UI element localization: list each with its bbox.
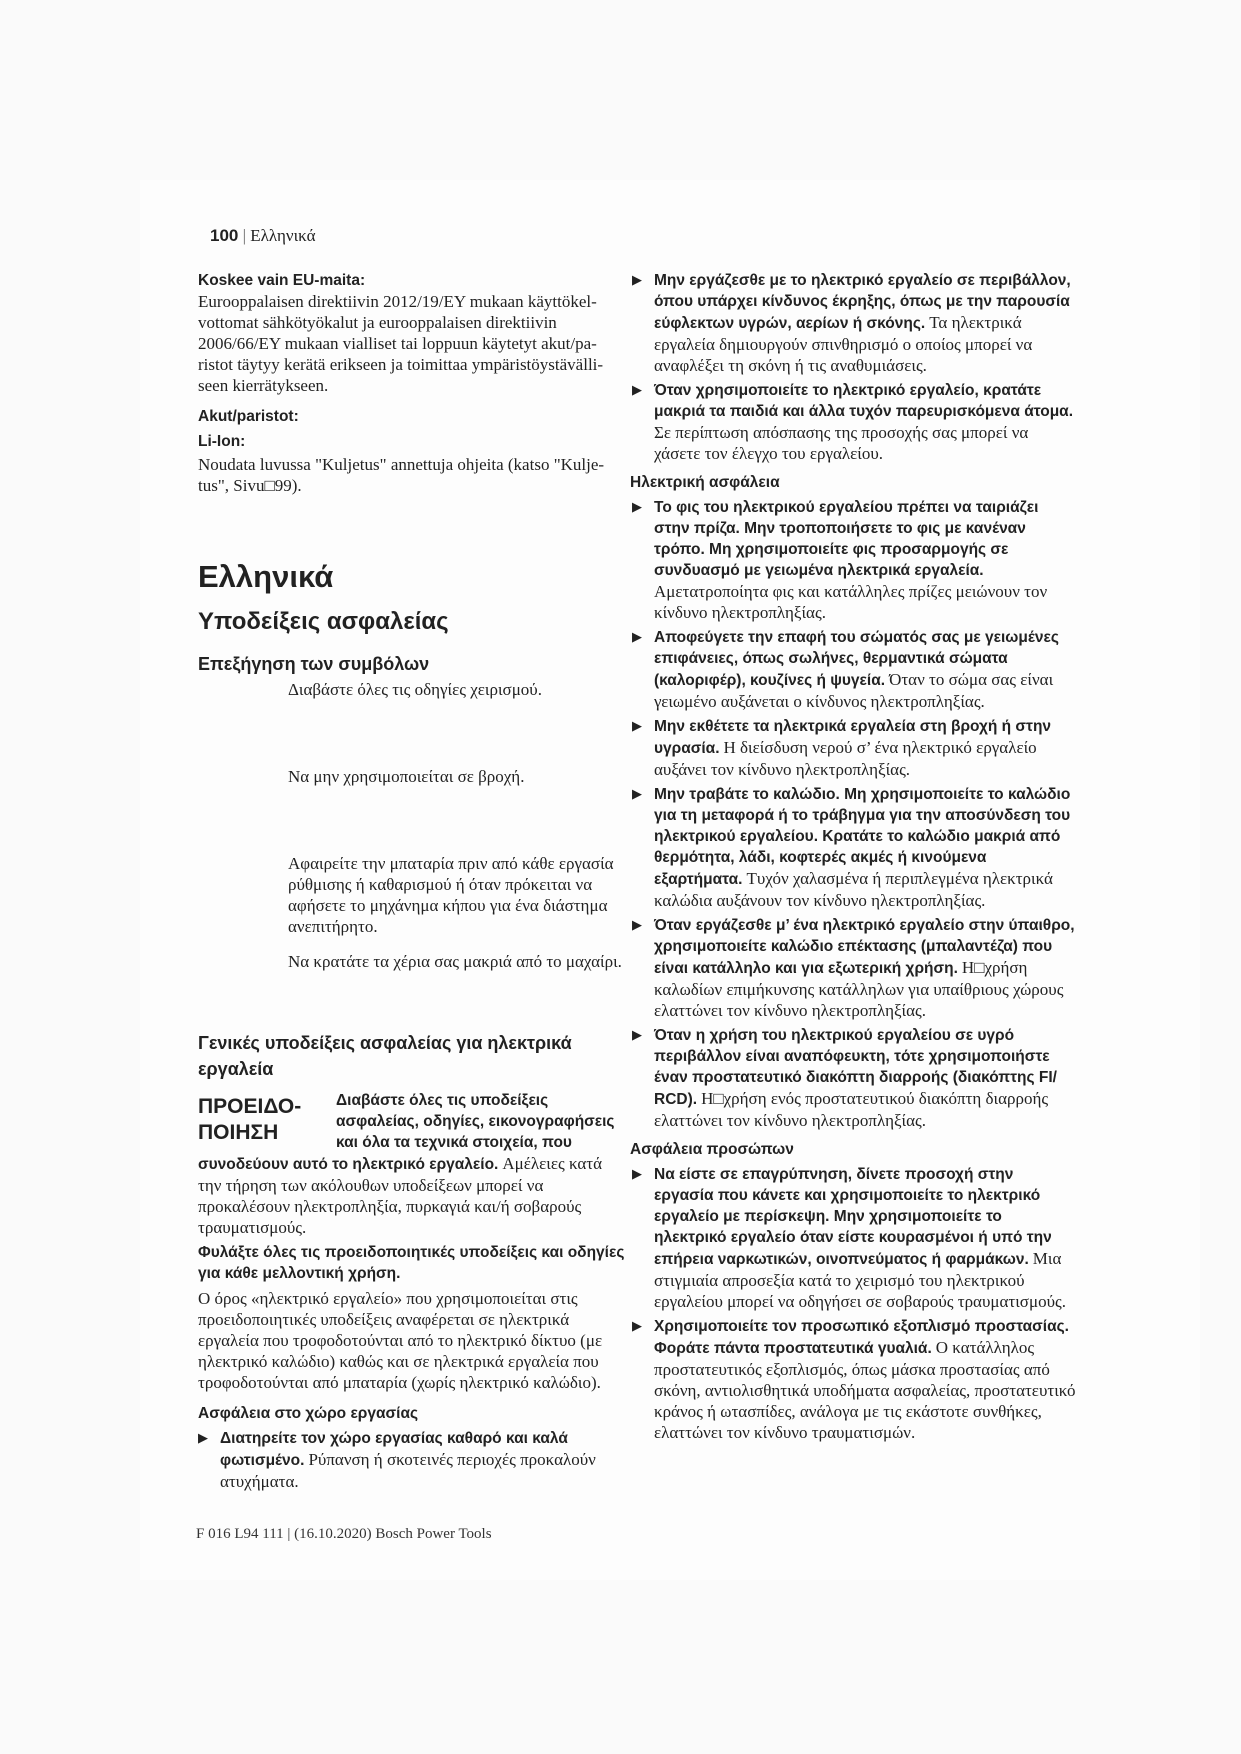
eu-heading: Koskee vain EU-maita: bbox=[198, 272, 366, 289]
electrical-title: Ηλεκτρική ασφάλεια bbox=[630, 474, 780, 491]
bullet-arrow-icon: ▶ bbox=[632, 718, 642, 733]
item-text: Αμετατροποίητα φις και κατάλληλες πρίζες μειώνουν τον κίνδυνο ηλεκτροπληξίας. bbox=[654, 582, 1048, 622]
item-text: Όταν το σώμα σας είναι γειωμένο αυξάνεται ο κίνδυνος ηλεκτροπληξίας. bbox=[654, 670, 1054, 711]
list-item bbox=[632, 784, 1077, 911]
list-item bbox=[632, 1164, 1077, 1312]
eu-text: Eurooppalaisen direktiivin 2012/19/EY mukaan käyttökel-vottomat sähkötyökalut ja eurooppalaisen direktiivin 2006/66/EY mukaan vialliset tai loppuun käytetyt akut/pa-ristot täytyy kerätä erikseen ja toimittaa ympäristöystävälli-seen kierrätykseen. bbox=[198, 292, 604, 395]
workplace-title: Ασφάλεια στο χώρο εργασίας bbox=[198, 1405, 419, 1422]
list-item bbox=[198, 1428, 628, 1492]
item-bold: Το φις του ηλεκτρικού εργαλείου πρέπει να ταιριάζει στην πρίζα. Μην τροποποιήσετε το φις με κανέναν τρόπο. Μη χρησιμοποιείτε φις προσαρμογής σε συνδυασμό με γειωμένα ηλεκτρικά εργαλεία. bbox=[654, 499, 1039, 579]
keep-instructions: Φυλάξτε όλες τις προειδοποιητικές υποδείξεις και οδηγίες για κάθε μελλοντική χρήση. bbox=[198, 1244, 625, 1282]
item-text: Η διείσδυση νερού σ’ ένα ηλεκτρικό εργαλείο αυξάνει τον κίνδυνο ηλεκτροπληξίας. bbox=[654, 738, 1037, 779]
bullet-arrow-icon: ▶ bbox=[198, 1430, 208, 1445]
list-item bbox=[632, 380, 1077, 464]
item-text: Τα ηλεκτρικά εργαλεία δημιουργούν σπινθηρισμό ο οποίος μπορεί να αναφλέξει τη σκόνη ή τις αναθυμιάσεις. bbox=[654, 313, 1033, 375]
personal-safety-title: Ασφάλεια προσώπων bbox=[630, 1141, 794, 1158]
item-bold: Να είστε σε επαγρύπνηση, δίνετε προσοχή στην εργασία που κάνετε και χρησιμοποιείτε το ηλεκτρικό εργαλείο με περίσκεψη. Μην χρησιμοποιείτε το ηλεκτρικό εργαλείο όταν είστε κουρασμένοι ή υπό την επήρεια ναρκωτικών, οινοπνεύματος ή φαρμάκων. bbox=[654, 1166, 1052, 1268]
bullet-arrow-icon: ▶ bbox=[632, 917, 642, 932]
bullet-arrow-icon: ▶ bbox=[632, 272, 642, 287]
bullet-arrow-icon: ▶ bbox=[632, 499, 642, 514]
item-bold: Χρησιμοποιείτε τον προσωπικό εξοπλισμό προστασίας. Φοράτε πάντα προστατευτικά γυαλιά. bbox=[654, 1318, 1069, 1357]
bullet-arrow-icon: ▶ bbox=[632, 786, 642, 801]
item-bold: Μην εκθέτετε τα ηλεκτρικά εργαλεία στη βροχή ή στην υγρασία. bbox=[654, 718, 1052, 757]
left-column bbox=[198, 270, 628, 1492]
symbol-text: Να κρατάτε τα χέρια σας μακριά από το μαχαίρι. bbox=[288, 952, 622, 971]
symbol-text: Να μην χρησιμοποιείται σε βροχή. bbox=[288, 767, 525, 786]
item-text: Η□χρήση ενός προστατευτικού διακόπτη διαρροής ελαττώνει τον κίνδυνο ηλεκτροπληξίας. bbox=[654, 1089, 1049, 1130]
general-safety-title: Γενικές υποδείξεις ασφαλείας για ηλεκτρικά εργαλεία bbox=[198, 1033, 572, 1079]
right-column bbox=[632, 270, 1077, 1443]
header-language: Ελληνικά bbox=[250, 226, 316, 245]
item-text: Ρύπανση ή σκοτεινές περιοχές προκαλούν ατυχήματα. bbox=[220, 1450, 596, 1491]
section-title: Ελληνικά bbox=[198, 559, 334, 594]
symbol-text: Διαβάστε όλες τις οδηγίες χειρισμού. bbox=[288, 680, 542, 699]
akut-heading: Akut/paristot: bbox=[198, 408, 299, 425]
item-bold: Μην τραβάτε το καλώδιο. Μη χρησιμοποιείτε το καλώδιο για τη μεταφορά ή το τράβηγμα για την αποσύνδεση του ηλεκτρικού εργαλείου. Κρατάτε το καλώδιο μακριά από θερμότητα, λάδι, κοφτερές ακμές ή κινούμενα εξαρτήματα. bbox=[654, 786, 1071, 888]
item-bold: Αποφεύγετε την επαφή του σώματός σας με γειωμένες επιφάνειες, όπως σωλήνες, θερμαντικά σώματα (καλοριφέρ), κουζίνες ή ψυγεία. bbox=[654, 629, 1059, 689]
bullet-arrow-icon: ▶ bbox=[632, 1318, 642, 1333]
warning-bold-text: Διαβάστε όλες τις υποδείξεις ασφαλείας, οδηγίες, εικονογραφήσεις και όλα τα τεχνικά στοιχεία, που συνοδεύουν αυτό το ηλεκτρικό εργαλείο. bbox=[198, 1092, 615, 1173]
item-bold: Όταν η χρήση του ηλεκτρικού εργαλείου σε υγρό περιβάλλον είναι αναπόφευκτη, τότε χρησιμοποιήστε έναν προστατευτικό διακόπτη διαρροής (διακόπτης FI/ RCD). bbox=[654, 1027, 1057, 1108]
item-text: Μια στιγμιαία απροσεξία κατά το χειρισμό του ηλεκτρικού εργαλείου μπορεί να οδηγήσει σε σοβαρούς τραυματισμούς. bbox=[654, 1249, 1066, 1311]
safety-title: Υποδείξεις ασφαλείας bbox=[198, 608, 449, 635]
warning-label: ΠΡΟΕΙΔΟ-ΠΟΙΗΣΗ bbox=[198, 1095, 302, 1144]
liion-text: Noudata luvussa "Kuljetus" annettuja ohjeita (katso "Kulje-tus", Sivu□99). bbox=[198, 455, 605, 495]
item-text: Ο κατάλληλος προστατευτικός εξοπλισμός, όπως μάσκα προστασίας από σκόνη, αντιολισθητικά υποδήματα ασφαλείας, προστατευτικό κράνος ή ωτασπίδες, ανάλογα με τις εκάστοτε συνθήκες, ελαττώνει τον κίνδυνο τραυματισμών. bbox=[654, 1338, 1076, 1442]
page-footer: F 016 L94 111 | (16.10.2020) Bosch Power Tools bbox=[196, 1526, 492, 1542]
item-text: Τυχόν χαλασμένα ή περιπλεγμένα ηλεκτρικά καλώδια αυξάνουν τον κίνδυνο ηλεκτροπληξίας. bbox=[654, 869, 1053, 910]
list-item bbox=[632, 1316, 1077, 1443]
term-definition: Ο όρος «ηλεκτρικό εργαλείο» που χρησιμοποιείται στις προειδοποιητικές υποδείξεις αναφέρεται σε ηλεκτρικά εργαλεία που τροφοδοτούνται από το ηλεκτρικό δίκτυο (με ηλεκτρικό καλώδιο) καθώς και σε ηλεκτρικά εργαλεία που τροφοδοτούνται από μπαταρία (χωρίς ηλεκτρικό καλώδιο). bbox=[198, 1289, 603, 1392]
item-bold: Όταν χρησιμοποιείτε το ηλεκτρικό εργαλείο, κρατάτε μακριά τα παιδιά και άλλα τυχόν παρευρισκόμενα άτομα. bbox=[654, 382, 1074, 420]
symbols-title: Επεξήγηση των συμβόλων bbox=[198, 654, 430, 674]
page-number: 100 bbox=[210, 226, 239, 245]
list-item bbox=[632, 497, 1077, 623]
symbol-text: Αφαιρείτε την μπαταρία πριν από κάθε εργασία ρύθμισης ή καθαρισμού ή όταν πρόκειται να αφήσετε το μηχάνημα κήπου για ένα διάστημα ανεπιτήρητο. bbox=[288, 854, 614, 936]
list-item bbox=[632, 627, 1077, 712]
list-item bbox=[632, 270, 1077, 376]
bullet-arrow-icon: ▶ bbox=[632, 1027, 642, 1042]
item-text: Σε περίπτωση απόσπασης της προσοχής σας μπορεί να χάσετε τον έλεγχο του εργαλείου. bbox=[654, 423, 1029, 463]
item-bold: Όταν εργάζεσθε μ’ ένα ηλεκτρικό εργαλείο στην ύπαιθρο, χρησιμοποιείτε καλώδιο επέκτασης (μπαλαντέζα) που είναι κατάλληλο και για εξωτερική χρήση. bbox=[654, 917, 1075, 977]
bullet-arrow-icon: ▶ bbox=[632, 382, 642, 397]
warning-block bbox=[198, 1090, 628, 1238]
item-text: Η□χρήση καλωδίων επιμήκυνσης κατάλληλων για υπαίθριους χώρους ελαττώνει τον κίνδυνο ηλεκτροπληξίας. bbox=[654, 958, 1064, 1020]
page-header bbox=[210, 226, 315, 246]
warning-text: Αμέλειες κατά την τήρηση των ακόλουθων υποδείξεων μπορεί να προκαλέσουν ηλεκτροπληξία, πυρκαγιά και/ή σοβαρούς τραυματισμούς. bbox=[198, 1154, 603, 1237]
list-item bbox=[632, 716, 1077, 780]
item-bold: Διατηρείτε τον χώρο εργασίας καθαρό και καλά φωτισμένο. bbox=[220, 1430, 568, 1469]
list-item bbox=[632, 1025, 1077, 1131]
bullet-arrow-icon: ▶ bbox=[632, 1166, 642, 1181]
item-bold: Μην εργάζεσθε με το ηλεκτρικό εργαλείο σε περιβάλλον, όπου υπάρχει κίνδυνος έκρηξης, όπως με την παρουσία εύφλεκτων υγρών, αερίων ή σκόνης. bbox=[654, 272, 1071, 332]
list-item bbox=[632, 915, 1077, 1021]
liion-heading: Li-Ion: bbox=[198, 433, 246, 450]
header-separator: | bbox=[238, 226, 251, 245]
bullet-arrow-icon: ▶ bbox=[632, 629, 642, 644]
